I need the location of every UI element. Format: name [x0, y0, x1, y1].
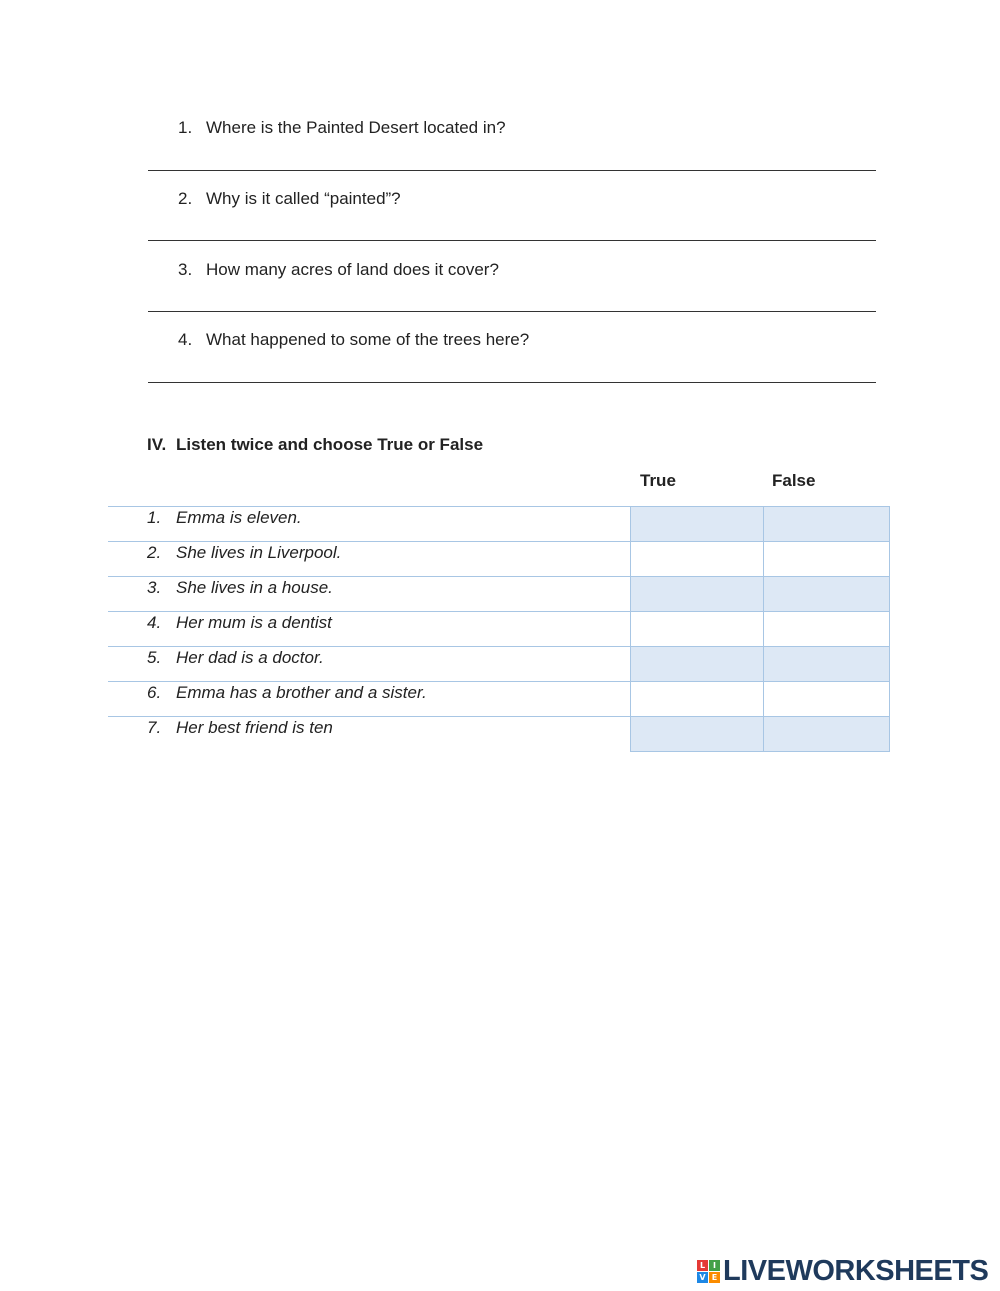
- answer-line-4[interactable]: [148, 382, 876, 383]
- statement-number: 1.: [147, 508, 162, 527]
- table-row: [108, 647, 889, 682]
- statement: [108, 507, 630, 542]
- answer-line-2[interactable]: [148, 240, 876, 241]
- statement-text: Her dad is a doctor.: [176, 648, 324, 667]
- false-answer-box[interactable]: [763, 682, 889, 717]
- column-header-true: True: [640, 471, 676, 490]
- statement-text: She lives in Liverpool.: [176, 543, 342, 562]
- true-answer-box[interactable]: [630, 612, 763, 647]
- question-1: [178, 118, 506, 138]
- statement-text: Emma has a brother and a sister.: [176, 683, 427, 702]
- statement-text: Her best friend is ten: [176, 718, 333, 737]
- question-3: [178, 260, 499, 280]
- true-answer-box[interactable]: [630, 717, 763, 752]
- false-answer-box[interactable]: [763, 542, 889, 577]
- statement-text: Emma is eleven.: [176, 508, 302, 527]
- question-number: 2.: [178, 189, 193, 208]
- statement: [108, 577, 630, 612]
- liveworksheets-logo[interactable]: [697, 1255, 988, 1287]
- logo-mark-letter: E: [709, 1272, 720, 1283]
- statement-number: 3.: [147, 578, 162, 597]
- statement-text: Her mum is a dentist: [176, 613, 332, 632]
- logo-mark-letter: V: [697, 1272, 708, 1283]
- question-number: 4.: [178, 330, 193, 349]
- column-header-false: False: [772, 471, 816, 490]
- false-answer-box[interactable]: [763, 647, 889, 682]
- logo-mark-letter: I: [709, 1260, 720, 1271]
- false-answer-box[interactable]: [763, 717, 889, 752]
- true-answer-box[interactable]: [630, 577, 763, 612]
- question-2: [178, 189, 401, 209]
- answer-line-3[interactable]: [148, 311, 876, 312]
- statement: [108, 612, 630, 647]
- question-number: 1.: [178, 118, 193, 137]
- statement-number: 7.: [147, 718, 162, 737]
- question-4: [178, 330, 529, 350]
- answer-line-1[interactable]: [148, 170, 876, 171]
- true-false-table: [108, 506, 890, 752]
- question-number: 3.: [178, 260, 193, 279]
- question-text: How many acres of land does it cover?: [206, 260, 499, 279]
- table-row: [108, 612, 889, 647]
- logo-mark-icon: [697, 1260, 720, 1283]
- false-answer-box[interactable]: [763, 577, 889, 612]
- section-heading: Listen twice and choose True or False: [176, 435, 484, 454]
- statement-text: She lives in a house.: [176, 578, 333, 597]
- statement: [108, 647, 630, 682]
- true-answer-box[interactable]: [630, 682, 763, 717]
- false-answer-box[interactable]: [763, 507, 889, 542]
- table-row: [108, 507, 889, 542]
- statement: [108, 542, 630, 577]
- true-answer-box[interactable]: [630, 507, 763, 542]
- section-title: [147, 435, 483, 455]
- logo-mark-letter: L: [697, 1260, 708, 1271]
- question-text: What happened to some of the trees here?: [206, 330, 530, 349]
- table-row: [108, 682, 889, 717]
- statement-number: 5.: [147, 648, 162, 667]
- statement-number: 4.: [147, 613, 162, 632]
- question-text: Why is it called “painted”?: [206, 189, 401, 208]
- table-row: [108, 542, 889, 577]
- false-answer-box[interactable]: [763, 612, 889, 647]
- statement-number: 6.: [147, 683, 162, 702]
- question-text: Where is the Painted Desert located in?: [206, 118, 506, 137]
- true-answer-box[interactable]: [630, 647, 763, 682]
- statement: [108, 717, 630, 752]
- table-row: [108, 717, 889, 752]
- section-number: IV.: [147, 435, 167, 454]
- statement: [108, 682, 630, 717]
- logo-text: LIVEWORKSHEETS: [723, 1255, 989, 1287]
- statement-number: 2.: [147, 543, 162, 562]
- true-answer-box[interactable]: [630, 542, 763, 577]
- table-row: [108, 577, 889, 612]
